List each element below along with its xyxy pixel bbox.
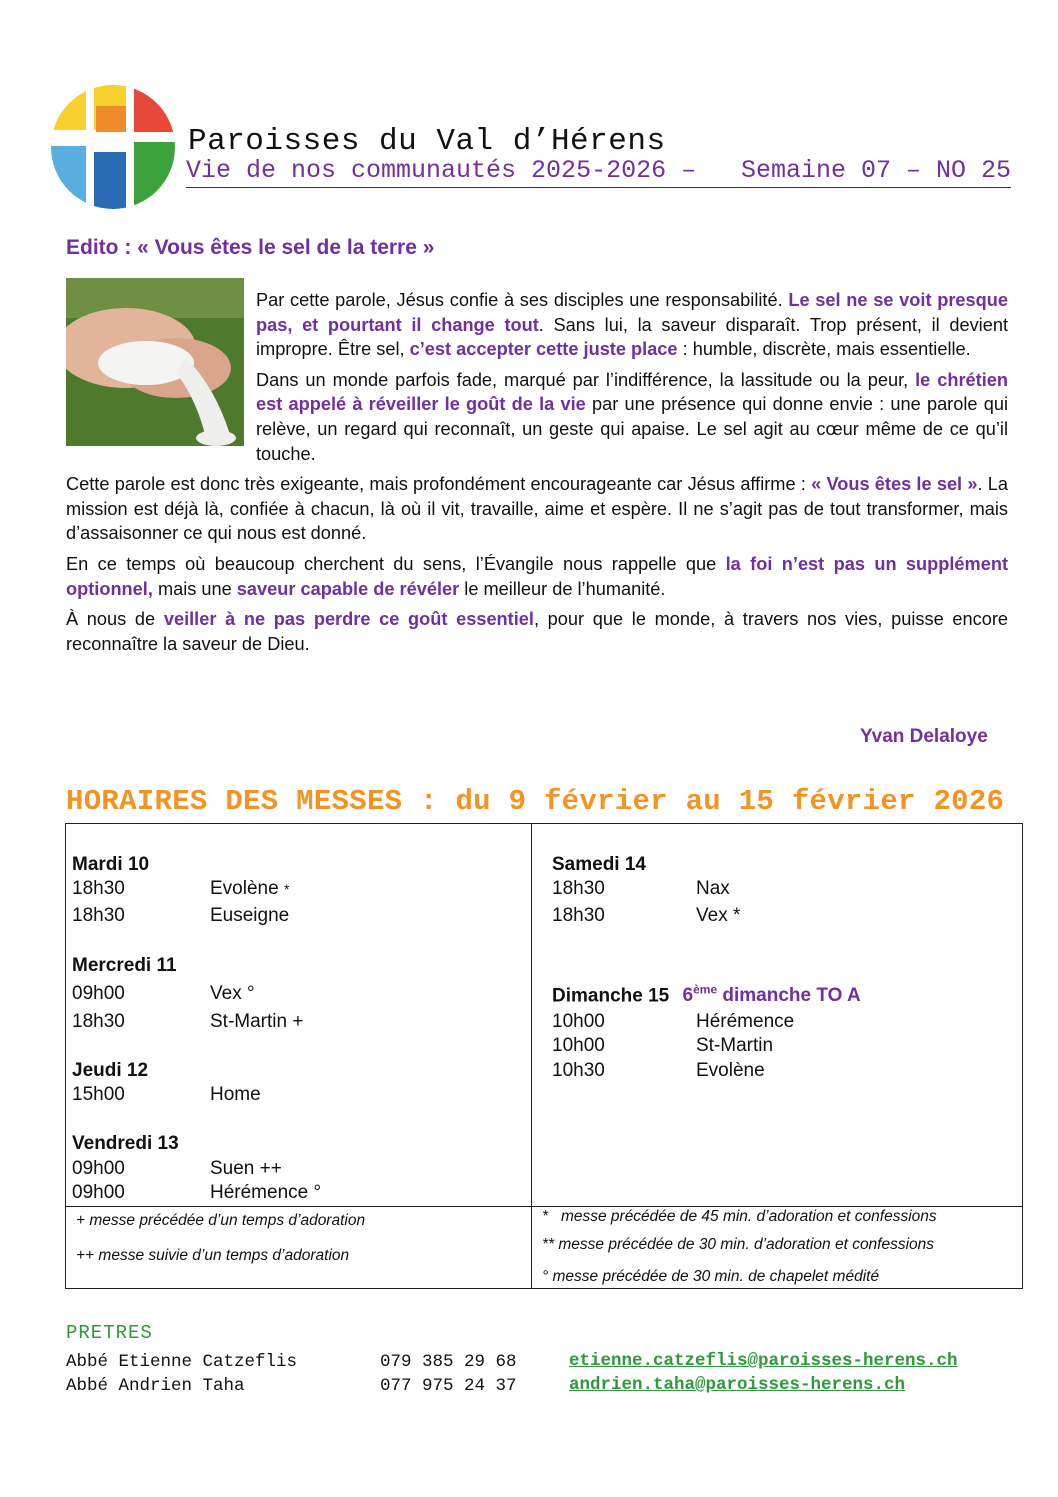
page-title: Paroisses du Val d’Hérens: [188, 124, 666, 159]
edito-paragraph-2: Dans un monde parfois fade, marqué par l’indifférence, la lassitude ou la peur, le chrétien est appelé à réveiller le goût de la vie par une présence qui donne envie : une parole qui relève, un regard qui reconnaît, un geste qui apaise. Le sel agit au cœur même de ce qu’il touche.: [256, 369, 1008, 464]
mass-schedule-title: HORAIRES DES MESSES : du 9 février au 15 février 2026: [66, 785, 1005, 818]
day-friday: Vendredi 13: [72, 1133, 179, 1154]
day-saturday: Samedi 14: [552, 854, 646, 875]
page-subtitle: [186, 156, 1011, 188]
priests-heading: PRETRES: [66, 1322, 153, 1344]
table-divider: [531, 823, 532, 1289]
edito-heading: Edito : « Vous êtes le sel de la terre »: [66, 236, 435, 259]
table-notes-divider: [65, 1206, 1023, 1207]
week-number: Semaine 07 – NO 25: [740, 156, 1011, 185]
day-thursday: Jeudi 12: [72, 1060, 149, 1081]
priest-2-email-link[interactable]: andrien.taha@paroisses-herens.ch: [569, 1375, 906, 1395]
legend-plusplus: ++ messe suivie d’un temps d’adoration: [76, 1247, 350, 1264]
day-wednesday: Mercredi 11: [72, 955, 177, 976]
priest-1-name: Abbé Etienne Catzeflis: [66, 1352, 298, 1372]
priest-2-name: Abbé Andrien Taha: [66, 1376, 245, 1396]
edito-body: [66, 288, 1008, 662]
salt-hands-photo: [66, 278, 244, 446]
priest-2-phone: 077 975 24 37: [380, 1376, 517, 1396]
day-sunday: Dimanche 15 6ème dimanche TO A: [552, 983, 861, 1007]
sunday-liturgical-label: 6ème dimanche TO A: [682, 983, 861, 1007]
edito-paragraph-5: À nous de veiller à ne pas perdre ce goût essentiel, pour que le monde, à travers nos vies, puisse encore reconnaître la saveur de Dieu.: [66, 609, 1008, 654]
edito-signature: Yvan Delaloye: [860, 726, 988, 747]
parish-logo: [50, 84, 176, 210]
legend-plus: + messe précédée d’un temps d’adoration: [76, 1212, 366, 1229]
legend-starstar: ** messe précédée de 30 min. d’adoration et confessions: [542, 1236, 935, 1253]
edito-paragraph-4: En ce temps où beaucoup cherchent du sens, l’Évangile nous rappelle que la foi n’est pas un supplément optionnel, mais une saveur capable de révéler le meilleur de l’humanité.: [66, 553, 1008, 599]
priest-1-email-link[interactable]: etienne.catzeflis@paroisses-herens.ch: [569, 1351, 958, 1371]
day-tuesday: Mardi 10: [72, 854, 150, 875]
edito-paragraph-3: Cette parole est donc très exigeante, mais profondément encourageante car Jésus affirme : « Vous êtes le sel ». La mission est déjà là, confiée à chacun, là où il vit, travaille, aime et espère. Il ne s’agit pas de tout transformer, mais d’assaisonner ce qui nous est donné.: [66, 474, 1008, 544]
priest-1-phone: 079 385 29 68: [380, 1352, 517, 1372]
subtitle-text: Vie de nos communautés 2025-2026 –: [186, 156, 697, 185]
legend-degree: ° messe précédée de 30 min. de chapelet médité: [542, 1268, 880, 1285]
legend-star: * messe précédée de 45 min. d’adoration et confessions: [542, 1208, 937, 1225]
edito-paragraph-1: Par cette parole, Jésus confie à ses disciples une responsabilité. Le sel ne se voit presque pas, et pourtant il change tout. Sans lui, la saveur disparaît. Trop présent, il devient impropre. Être sel, c’est accepter cette juste place : humble, discrète, mais essentielle.: [256, 290, 1008, 360]
